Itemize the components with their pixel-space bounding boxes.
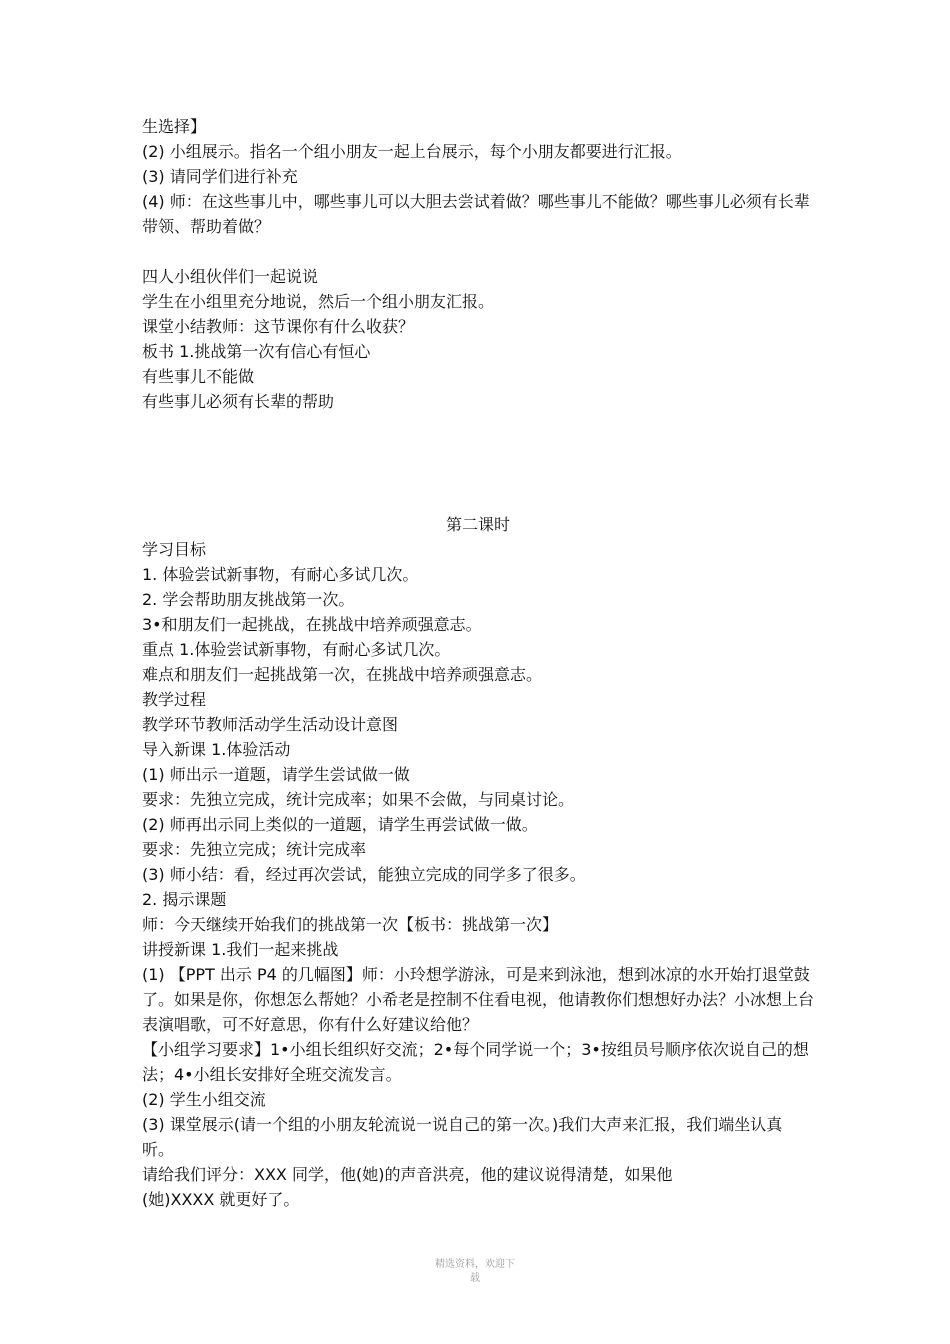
paragraph-line: (她)XXXX 就更好了。 (142, 1190, 300, 1209)
paragraph-line: 板书 1.挑战第一次有信心有恒心 (142, 342, 371, 361)
footer-line: 精选资料，欢迎下 (435, 1259, 515, 1270)
paragraph-line: 学习目标 (142, 540, 207, 559)
text-block-second-lesson (142, 512, 814, 1212)
paragraph-line: 要求：先独立完成；统计完成率 (142, 840, 367, 859)
paragraph-line: 有些事儿不能做 (142, 367, 255, 386)
section-title: 第二课时 (445, 515, 510, 534)
paragraph-line: (2) 学生小组交流 (142, 1090, 266, 1109)
paragraph-line: 重点 1.体验尝试新事物，有耐心多试几次。 (142, 640, 451, 659)
paragraph-line: 讲授新课 1.我们一起来挑战 (142, 940, 339, 959)
paragraph-line: 3•和朋友们一起挑战，在挑战中培养顽强意志。 (142, 615, 482, 634)
text-block-summary (142, 264, 814, 414)
paragraph-line: (2) 师再出示同上类似的一道题，请学生再尝试做一做。 (142, 815, 538, 834)
paragraph-line: (3) 请同学们进行补充 (142, 167, 298, 186)
paragraph-line: 教学过程 (142, 690, 207, 709)
paragraph-line: (3) 师小结：看，经过再次尝试，能独立完成的同学多了很多。 (142, 865, 586, 884)
paragraph-line: 生选择】 (142, 117, 207, 136)
page-footer (420, 1258, 530, 1286)
paragraph-line: 四人小组伙伴们一起说说 (142, 267, 319, 286)
paragraph-line: 要求：先独立完成，统计完成率；如果不会做，与同桌讨论。 (142, 790, 575, 809)
paragraph-line: 1. 体验尝试新事物，有耐心多试几次。 (142, 565, 419, 584)
paragraph-line: 教学环节教师活动学生活动设计意图 (142, 715, 399, 734)
paragraph-line: 课堂小结教师：这节课你有什么收获？ (142, 317, 415, 336)
paragraph-line: (3) 课堂展示(请一个组的小朋友轮流说一说自己的第一次。)我们大声来汇报，我们端坐认真听。 (142, 1115, 783, 1159)
paragraph-line: (4) 师：在这些事儿中，哪些事儿可以大胆去尝试着做？哪些事儿不能做？哪些事儿必须有长辈带领、帮助着做？ (142, 192, 810, 236)
paragraph-line: 2. 学会帮助朋友挑战第一次。 (142, 590, 355, 609)
footer-line: 载 (470, 1273, 480, 1284)
paragraph-line: 学生在小组里充分地说，然后一个组小朋友汇报。 (142, 292, 495, 311)
paragraph-line: 难点和朋友们一起挑战第一次，在挑战中培养顽强意志。 (142, 665, 543, 684)
paragraph-line: (1) 【PPT 出示 P4 的几幅图】师：小玲想学游泳，可是来到泳池，想到冰凉的水开始打退堂鼓了。如果是你，你想怎么帮她？小希老是控制不住看电视，他请教你们想想好办法？小冰想上台表演唱歌，可不好意思，你有什么好建议给他？ (142, 965, 815, 1034)
paragraph-line: (2) 小组展示。指名一个组小朋友一起上台展示，每个小朋友都要进行汇报。 (142, 142, 682, 161)
paragraph-line: 2. 揭示课题 (142, 890, 227, 909)
text-block-top (142, 114, 814, 239)
paragraph-line: 有些事儿必须有长辈的帮助 (142, 392, 335, 411)
paragraph-line: 请给我们评分：XXX 同学，他(她)的声音洪亮，他的建议说得清楚，如果他 (142, 1165, 673, 1184)
paragraph-line: (1) 师出示一道题，请学生尝试做一做 (142, 765, 410, 784)
paragraph-line: 师：今天继续开始我们的挑战第一次【板书：挑战第一次】 (142, 915, 559, 934)
paragraph-line: 导入新课 1.体验活动 (142, 740, 291, 759)
paragraph-line: 【小组学习要求】1•小组长组织好交流；2•每个同学说一个；3•按组员号顺序依次说自己的想法；4•小组长安排好全班交流发言。 (142, 1040, 809, 1084)
